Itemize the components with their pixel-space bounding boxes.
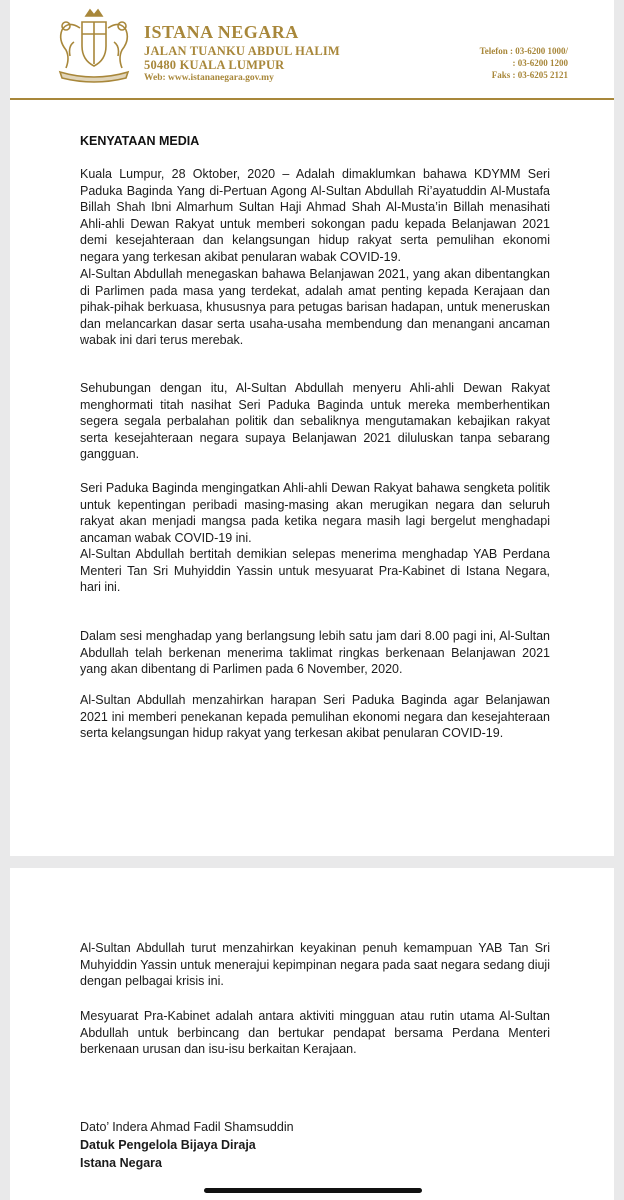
paragraph: Kuala Lumpur, 28 Oktober, 2020 – Adalah dimaklumkan bahawa KDYMM Seri Paduka Baginda Yang di-Pertuan Agong Al-Sultan Abdullah Ri’ayatuddin Al-Mustafa Billah Shah Ibni Almarhum Sultan Haji Ahmad Shah Al-Musta’in Billah menasihati Ahli-ahli Dewan Rakyat untuk memberi sokongan padu kepada Belanjawan 2021 demi kesejahteraan dan kelangsungan hidup rakyat serta pemulihan ekonomi negara yang terkesan akibat penularan wabak COVID-19. <box>80 167 550 264</box>
address-line-1: JALAN TUANKU ABDUL HALIM <box>144 44 340 58</box>
website-link[interactable]: Web: www.istananegara.gov.my <box>144 73 274 83</box>
paragraph: Mesyuarat Pra-Kabinet adalah antara aktiviti mingguan atau rutin utama Al-Sultan Abdullah untuk berbincang dan bertukar pendapat bersama Perdana Menteri berkenaan urusan dan isu-isu berkaitan Kerajaan. <box>80 1009 550 1056</box>
signatory-name: Dato’ Indera Ahmad Fadil Shamsuddin <box>80 1120 294 1134</box>
header-divider <box>10 98 614 100</box>
document-heading: KENYATAAN MEDIA <box>80 134 200 148</box>
document-page-2 <box>10 868 614 1200</box>
paragraph: Al-Sultan Abdullah turut menzahirkan keyakinan penuh kemampuan YAB Tan Sri Muhyiddin Yassin untuk menerajui kepimpinan negara pada saat negara sedang diuji dengan pelbagai krisis ini. <box>80 941 550 988</box>
signatory-title: Datuk Pengelola Bijaya Diraja <box>80 1138 256 1152</box>
faks-line: Faks : 03-6205 2121 <box>491 70 568 80</box>
telefon-line: Telefon : 03-6200 1000/ <box>479 46 568 56</box>
org-name: ISTANA NEGARA <box>144 22 299 42</box>
paragraph: Dalam sesi menghadap yang berlangsung lebih satu jam dari 8.00 pagi ini, Al-Sultan Abdullah telah berkenan menerima taklimat ringkas berkenaan Belanjawan 2021 yang akan dibentang di Parlimen pada 6 November, 2020. <box>80 629 550 676</box>
paragraph: Seri Paduka Baginda mengingatkan Ahli-ahli Dewan Rakyat bahawa sengketa politik untuk kepentingan peribadi masing-masing akan merugikan negara dan seluruh rakyat akan menjadi mangsa pada ketika negara masih lagi bergelut menghadapi ancaman wabak COVID-19 ini. <box>80 481 550 545</box>
royal-coat-of-arms-icon <box>44 6 144 86</box>
paragraph: Al-Sultan Abdullah menzahirkan harapan Seri Paduka Baginda agar Belanjawan 2021 ini memberi penekanan kepada pemulihan ekonomi negara dan kesejahteraan serta kelangsungan hidup rakyat yang terkesan akibat penularan COVID-19. <box>80 693 550 740</box>
document-page-1 <box>10 0 614 856</box>
address-line-2: 50480 KUALA LUMPUR <box>144 58 285 72</box>
paragraph: Al-Sultan Abdullah bertitah demikian selepas menerima menghadap YAB Perdana Menteri Tan Sri Muhyiddin Yassin untuk mesyuarat Pra-Kabinet di Istana Negara, hari ini. <box>80 547 550 594</box>
paragraph: Sehubungan dengan itu, Al-Sultan Abdullah menyeru Ahli-ahli Dewan Rakyat menghormati titah nasihat Seri Paduka Baginda untuk mereka memberhentikan segera segala perbalahan politik dan sebaliknya mengutamakan kebajikan rakyat serta kesejahteraan negara supaya Belanjawan 2021 diluluskan tanpa sebarang gangguan. <box>80 381 550 461</box>
home-indicator[interactable] <box>204 1188 422 1193</box>
signatory-office: Istana Negara <box>80 1156 162 1170</box>
paragraph: Al-Sultan Abdullah menegaskan bahawa Belanjawan 2021, yang akan dibentangkan di Parlimen pada masa yang terdekat, adalah amat penting kepada Kerajaan dan pihak-pihak berkuasa, khususnya para petugas barisan hadapan, untuk meneruskan dan melancarkan dasar serta usaha-usaha membendung dan menangani ancaman wabak ini dari terus merebak. <box>80 267 550 347</box>
telefon-alt-line: : 03-6200 1200 <box>512 58 568 68</box>
